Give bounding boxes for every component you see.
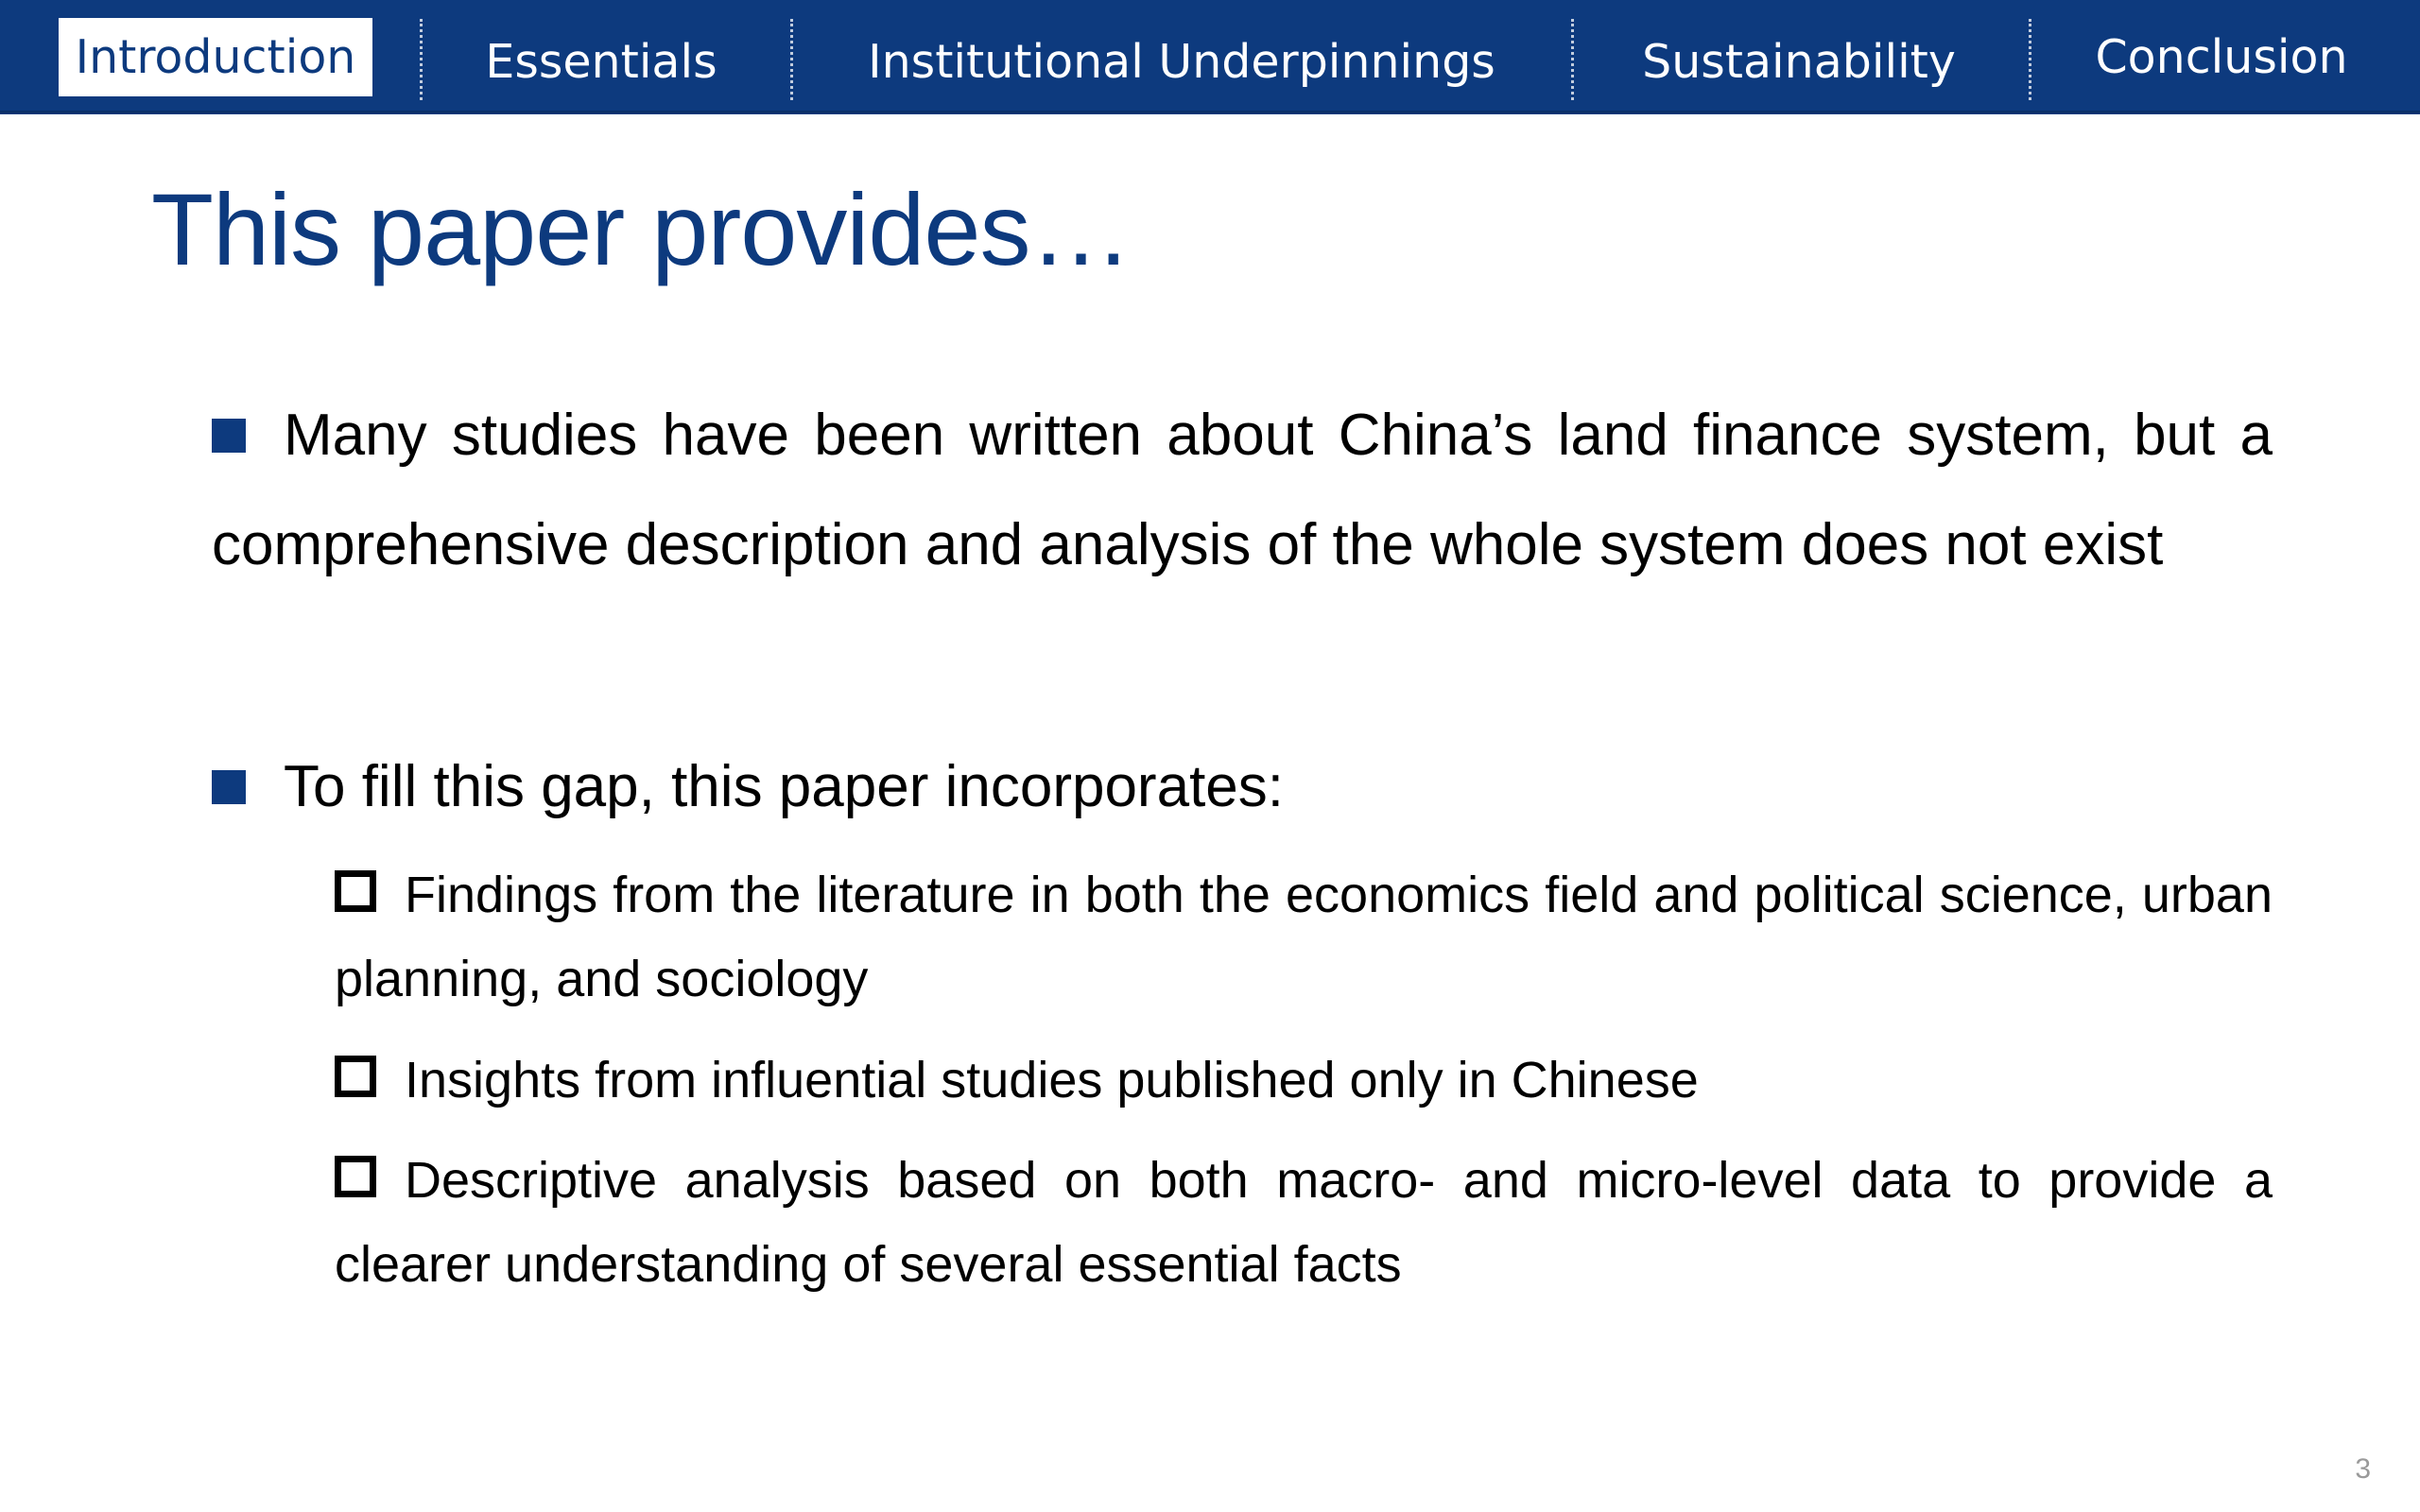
sub-bullet-item xyxy=(335,1039,2273,1123)
tab-introduction[interactable]: Introduction xyxy=(59,18,372,96)
tab-institutional-underpinnings[interactable]: Institutional Underpinnings xyxy=(868,35,1495,89)
nav-separator xyxy=(790,19,793,100)
slide-title: This paper provides… xyxy=(151,172,1132,286)
hollow-square-bullet-icon xyxy=(335,1056,376,1097)
nav-separator xyxy=(420,19,423,100)
sub-bullet-text: Insights from influential studies published only in Chinese xyxy=(405,1052,1699,1108)
section-nav-bar xyxy=(0,0,2420,114)
filled-square-bullet-icon xyxy=(212,770,246,804)
sub-bullet-item xyxy=(335,853,2273,1022)
bullet-item xyxy=(212,732,2273,842)
bullet-text: Many studies have been written about China’s land finance system, but a comprehensive description and analysis of the whole system does not exist xyxy=(212,403,2273,577)
nav-separator xyxy=(1571,19,1574,100)
page-number: 3 xyxy=(2355,1453,2371,1485)
filled-square-bullet-icon xyxy=(212,419,246,453)
tab-sustainability[interactable]: Sustainability xyxy=(1642,35,1956,89)
bullet-text: To fill this gap, this paper incorporates: xyxy=(284,754,1284,819)
nav-separator xyxy=(2029,19,2031,100)
nav-bottom-border xyxy=(0,111,2420,113)
hollow-square-bullet-icon xyxy=(335,870,376,912)
sub-bullet-item xyxy=(335,1139,2273,1307)
tab-conclusion[interactable]: Conclusion xyxy=(2095,30,2348,84)
tab-essentials[interactable]: Essentials xyxy=(485,35,717,89)
sub-bullet-text: Descriptive analysis based on both macro- and micro-level data to provide a clearer understanding of several essential facts xyxy=(335,1152,2273,1293)
bullet-item xyxy=(212,381,2273,600)
sub-bullet-text: Findings from the literature in both the economics field and political science, urban planning, and sociology xyxy=(335,867,2273,1007)
hollow-square-bullet-icon xyxy=(335,1156,376,1197)
